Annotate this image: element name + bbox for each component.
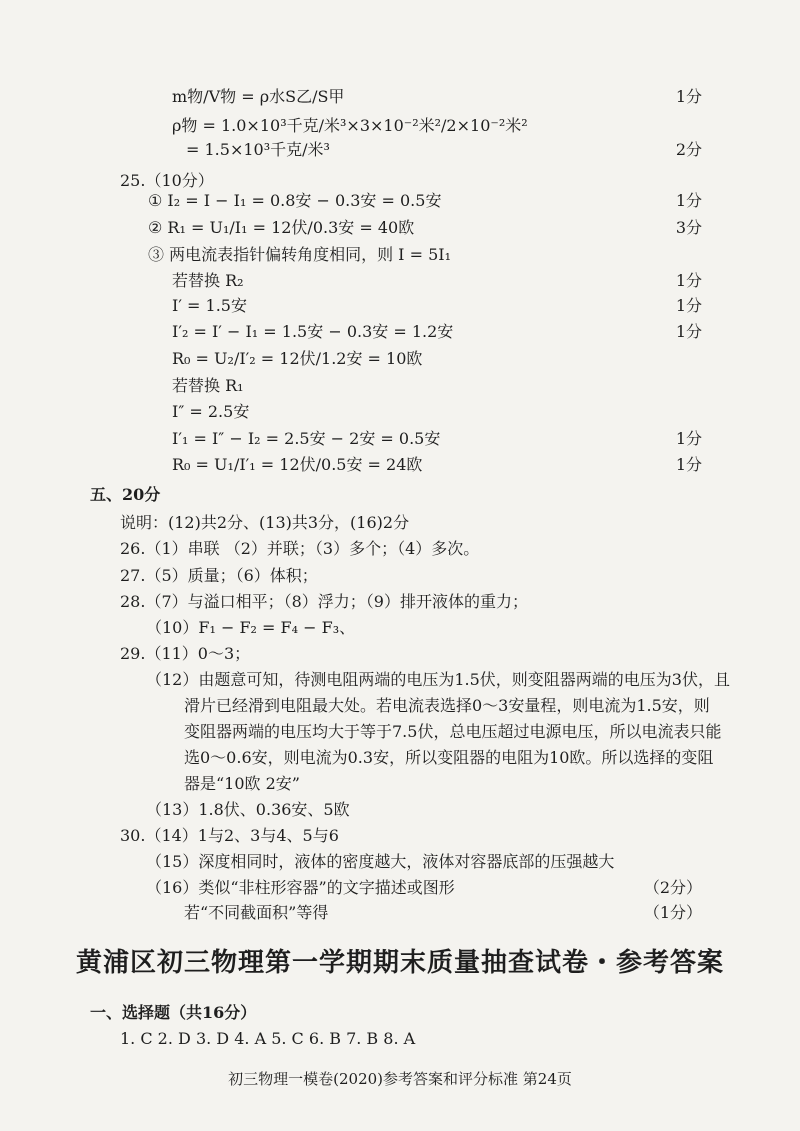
score-label: 1分: [675, 271, 702, 290]
answer-text: I′₁ = I″ − I₂ = 2.5安 − 2安 = 0.5安: [172, 429, 441, 448]
score-label: 1分: [675, 429, 702, 448]
document-title: 黄浦区初三物理第一学期期末质量抽查试卷・参考答案: [75, 948, 724, 978]
answer-line: [0, 373, 800, 399]
answer-text: m物/V物 = ρ水S乙/S甲: [172, 87, 345, 106]
answer-text: ② R₁ = U₁/I₁ = 12伏/0.3安 = 40欧: [148, 218, 415, 237]
answer-text: I′₂ = I′ − I₁ = 1.5安 − 0.3安 = 1.2安: [172, 322, 454, 341]
answer-text: 29.（11）0～3；: [120, 644, 251, 663]
answer-line: [0, 452, 800, 478]
answer-line: [0, 745, 800, 771]
answer-text: （12）由题意可知，待测电阻两端的电压为1.5伏，则变阻器两端的电压为3伏，且: [146, 670, 730, 689]
answer-text: I′ = 1.5安: [172, 296, 247, 315]
answer-text: 若替换 R₂: [172, 271, 244, 290]
answer-text: 变阻器两端的电压均大于等于7.5伏，总电压超过电源电压，所以电流表只能: [184, 722, 722, 741]
answer-line: [0, 84, 800, 110]
answer-line: [0, 536, 800, 562]
answer-line: [0, 268, 800, 294]
answer-line: [0, 615, 800, 641]
answer-line: [0, 293, 800, 319]
section-title: 五、20分: [90, 485, 161, 504]
section-title: 一、选择题（共16分）: [90, 1003, 257, 1022]
answer-line: [0, 849, 800, 875]
score-label: 2分: [675, 140, 702, 159]
answer-line: [0, 426, 800, 452]
score-label: （2分）: [643, 878, 702, 897]
answer-line: [0, 188, 800, 214]
answer-line: [0, 875, 800, 901]
section-heading: [0, 1000, 800, 1026]
score-label: 3分: [675, 218, 702, 237]
question-number: 25.（10分）: [120, 171, 214, 190]
note-text: 说明：(12)共2分、(13)共3分，(16)2分: [120, 513, 410, 532]
answer-line: [0, 771, 800, 797]
answer-line: [0, 563, 800, 589]
answer-line: [0, 823, 800, 849]
answer-text: ρ物 = 1.0×10³千克/米³×3×10⁻²米²/2×10⁻²米²: [172, 116, 528, 135]
answer-line: [0, 693, 800, 719]
score-label: 1分: [675, 191, 702, 210]
answer-text: 28.（7）与溢口相平；（8）浮力；（9）排开液体的重力；: [120, 592, 528, 611]
answer-text: 器是“10欧 2安”: [184, 774, 300, 793]
answer-text: R₀ = U₂/I′₂ = 12伏/1.2安 = 10欧: [172, 349, 423, 368]
answer-text: R₀ = U₁/I′₁ = 12伏/0.5安 = 24欧: [172, 455, 423, 474]
section-heading: [0, 482, 800, 508]
answer-text: 若“不同截面积”等得: [184, 903, 329, 922]
answer-line: [0, 719, 800, 745]
answer-line: [0, 641, 800, 667]
answer-line: [0, 319, 800, 345]
answer-text: （15）深度相同时，液体的密度越大，液体对容器底部的压强越大: [146, 852, 615, 871]
score-label: 1分: [675, 296, 702, 315]
answer-text: ① I₂ = I − I₁ = 0.8安 − 0.3安 = 0.5安: [148, 191, 442, 210]
answer-text: I″ = 2.5安: [172, 402, 250, 421]
multiple-choice-answers: 1. C 2. D 3. D 4. A 5. C 6. B 7. B 8. A: [120, 1029, 416, 1048]
answer-text: = 1.5×10³千克/米³: [186, 140, 330, 159]
answer-line: [0, 667, 800, 693]
answer-text: 选0～0.6安，则电流为0.3安，所以变阻器的电阻为10欧。所以选择的变阻: [184, 748, 714, 767]
answer-text: 30.（14）1与2、3与4、5与6: [120, 826, 339, 845]
answer-text: 26.（1）串联 （2）并联；（3）多个；（4）多次。: [120, 539, 480, 558]
answer-line: [0, 589, 800, 615]
note-line: [0, 510, 800, 536]
answer-text: ③ 两电流表指针偏转角度相同，则 I = 5I₁: [148, 245, 451, 264]
answer-line: [0, 797, 800, 823]
score-label: 1分: [675, 322, 702, 341]
answer-line: [0, 137, 800, 163]
answer-text: （16）类似“非柱形容器”的文字描述或图形: [146, 878, 455, 897]
page-footer: 初三物理一模卷(2020)参考答案和评分标准 第24页: [228, 1070, 572, 1088]
answer-line: [0, 1026, 800, 1052]
score-label: 1分: [675, 87, 702, 106]
answer-text: 27.（5）质量；（6）体积；: [120, 566, 318, 585]
answer-line: [0, 346, 800, 372]
answer-line: [0, 900, 800, 926]
answer-line: [0, 242, 800, 268]
answer-text: 滑片已经滑到电阻最大处。若电流表选择0～3安量程，则电流为1.5安，则: [184, 696, 710, 715]
answer-line: [0, 215, 800, 241]
answer-text: （10）F₁ − F₂ = F₄ − F₃、: [146, 618, 356, 637]
score-label: （1分）: [643, 903, 702, 922]
answer-text: （13）1.8伏、0.36安、5欧: [146, 800, 350, 819]
score-label: 1分: [675, 455, 702, 474]
answer-text: 若替换 R₁: [172, 376, 244, 395]
answer-line: [0, 113, 800, 139]
answer-line: [0, 399, 800, 425]
